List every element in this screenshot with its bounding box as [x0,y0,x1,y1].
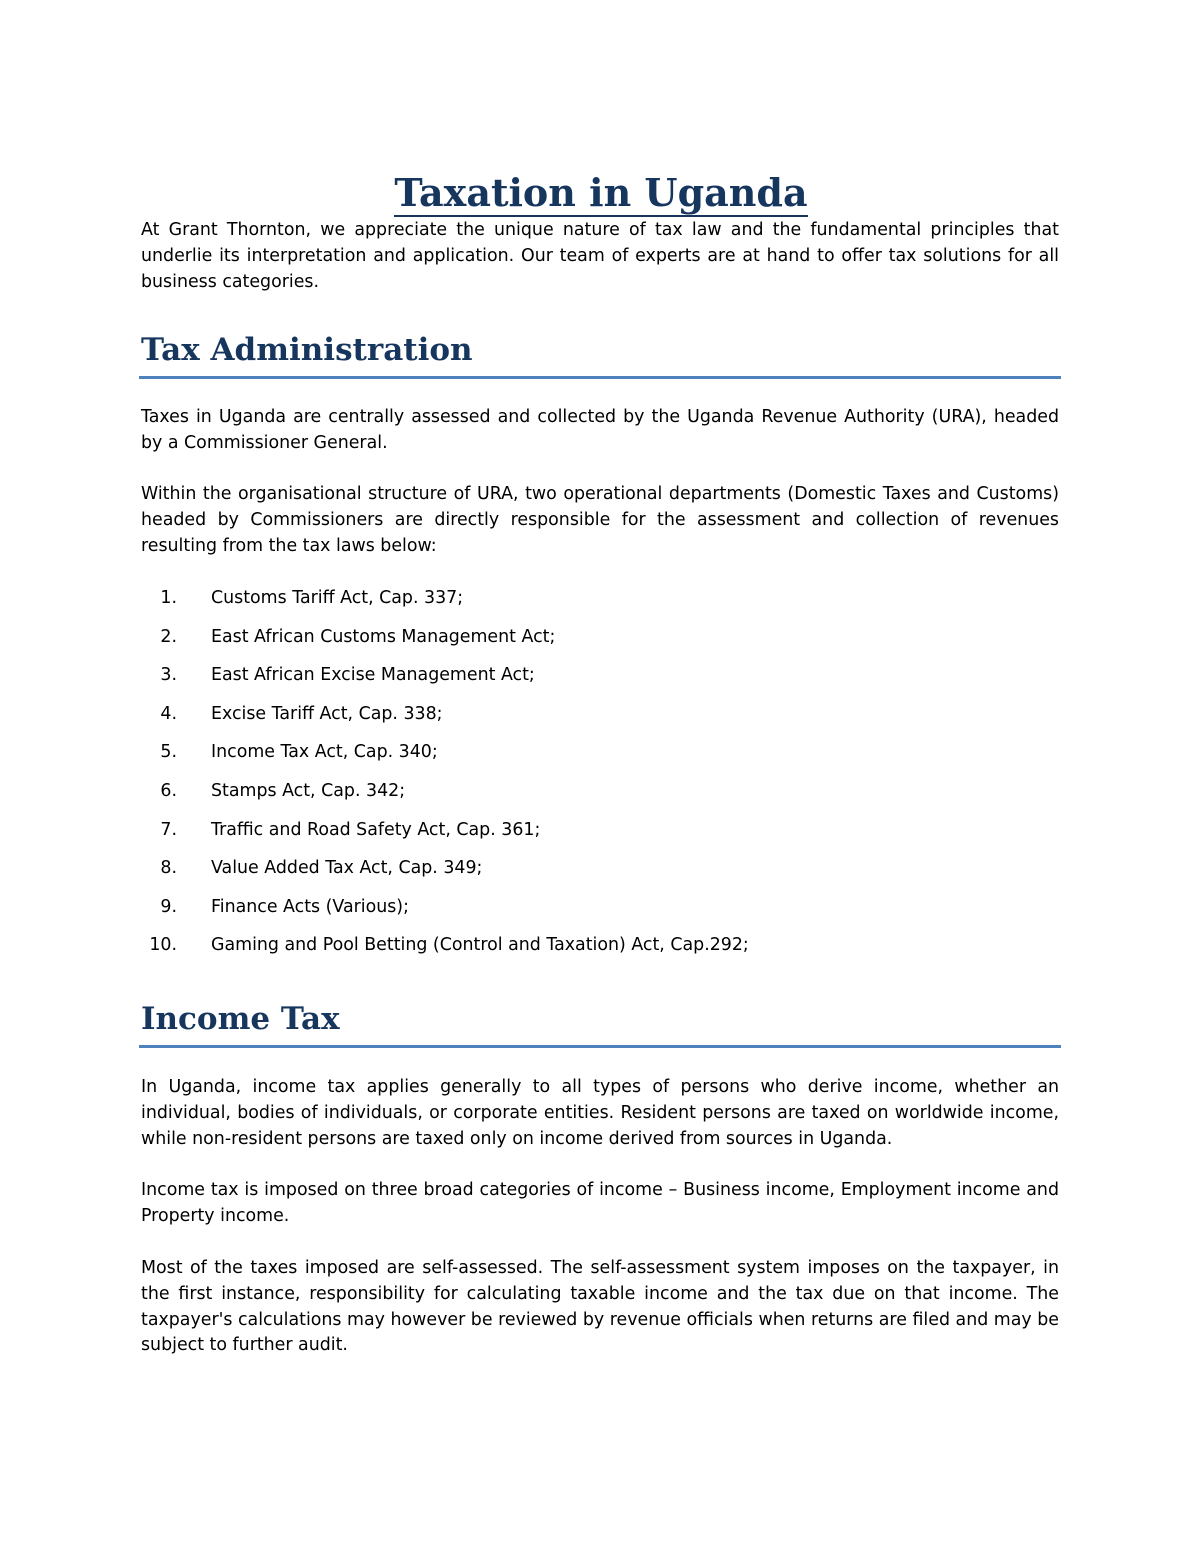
list-item [141,660,1061,699]
list-item [141,583,1061,622]
list-item [141,699,1061,738]
list-item-number: 4. [160,703,177,724]
list-item-number: 3. [160,665,177,686]
list-item-number: 10. [149,935,177,956]
list-item-text: East African Customs Management Act; [211,626,556,647]
list-item-number: 6. [160,780,177,801]
document-title [141,167,1061,219]
section-heading-tax-administration: Tax Administration [141,332,473,368]
list-item-number: 5. [160,742,177,763]
income-tax-paragraph-2: Income tax is imposed on three broad categories of income – Business income, Employment income and Property income. [141,1180,1059,1226]
list-item [141,892,1061,931]
list-item-text: Finance Acts (Various); [211,896,409,917]
income-tax-paragraph-3: Most of the taxes imposed are self-assessed. The self-assessment system imposes on the taxpayer, in the first instance, responsibility for calculating taxable income and the tax due on that income. The taxpayer's calculations may however be reviewed by revenue officials when returns are filed and may be subject to further audit. [141,1258,1059,1356]
list-item-text: Gaming and Pool Betting (Control and Taxation) Act, Cap.292; [211,935,749,956]
list-item [141,622,1061,661]
tax-laws-list [141,583,1061,969]
intro-paragraph: At Grant Thornton, we appreciate the unique nature of tax law and the fundamental principles that underlie its interpretation and application. Our team of experts are at hand to offer tax solutions for all business categories. [141,220,1059,292]
tax-administration-paragraph-1: Taxes in Uganda are centrally assessed and collected by the Uganda Revenue Authority (URA), headed by a Commissioner General. [141,407,1059,453]
list-item [141,776,1061,815]
tax-administration-paragraph-2: Within the organisational structure of URA, two operational departments (Domestic Taxes and Customs) headed by Commissioners are directly responsible for the assessment and collection of revenues resulting from the tax laws below: [141,484,1059,556]
section-divider [139,1045,1061,1048]
list-item-text: East African Excise Management Act; [211,665,535,686]
list-item-number: 2. [160,626,177,647]
list-item-number: 7. [160,819,177,840]
list-item [141,853,1061,892]
list-item-number: 8. [160,858,177,879]
list-item-text: Stamps Act, Cap. 342; [211,780,406,801]
section-divider [139,376,1061,379]
list-item-text: Value Added Tax Act, Cap. 349; [211,858,483,879]
list-item [141,930,1061,969]
list-item-text: Customs Tariff Act, Cap. 337; [211,588,464,608]
income-tax-paragraph-1: In Uganda, income tax applies generally to all types of persons who derive income, whether an individual, bodies of individuals, or corporate entities. Resident persons are taxed on worldwide income, while non-resident persons are taxed only on income derived from sources in Uganda. [141,1077,1059,1149]
list-item-text: Income Tax Act, Cap. 340; [211,742,438,763]
list-item-text: Traffic and Road Safety Act, Cap. 361; [211,819,541,840]
list-item-number: 1. [160,588,177,608]
list-item [141,737,1061,776]
list-item [141,815,1061,854]
section-heading-income-tax: Income Tax [141,1001,340,1037]
document-title-text: Taxation in Uganda [394,170,808,216]
list-item-text: Excise Tariff Act, Cap. 338; [211,703,443,724]
list-item-number: 9. [160,896,177,917]
